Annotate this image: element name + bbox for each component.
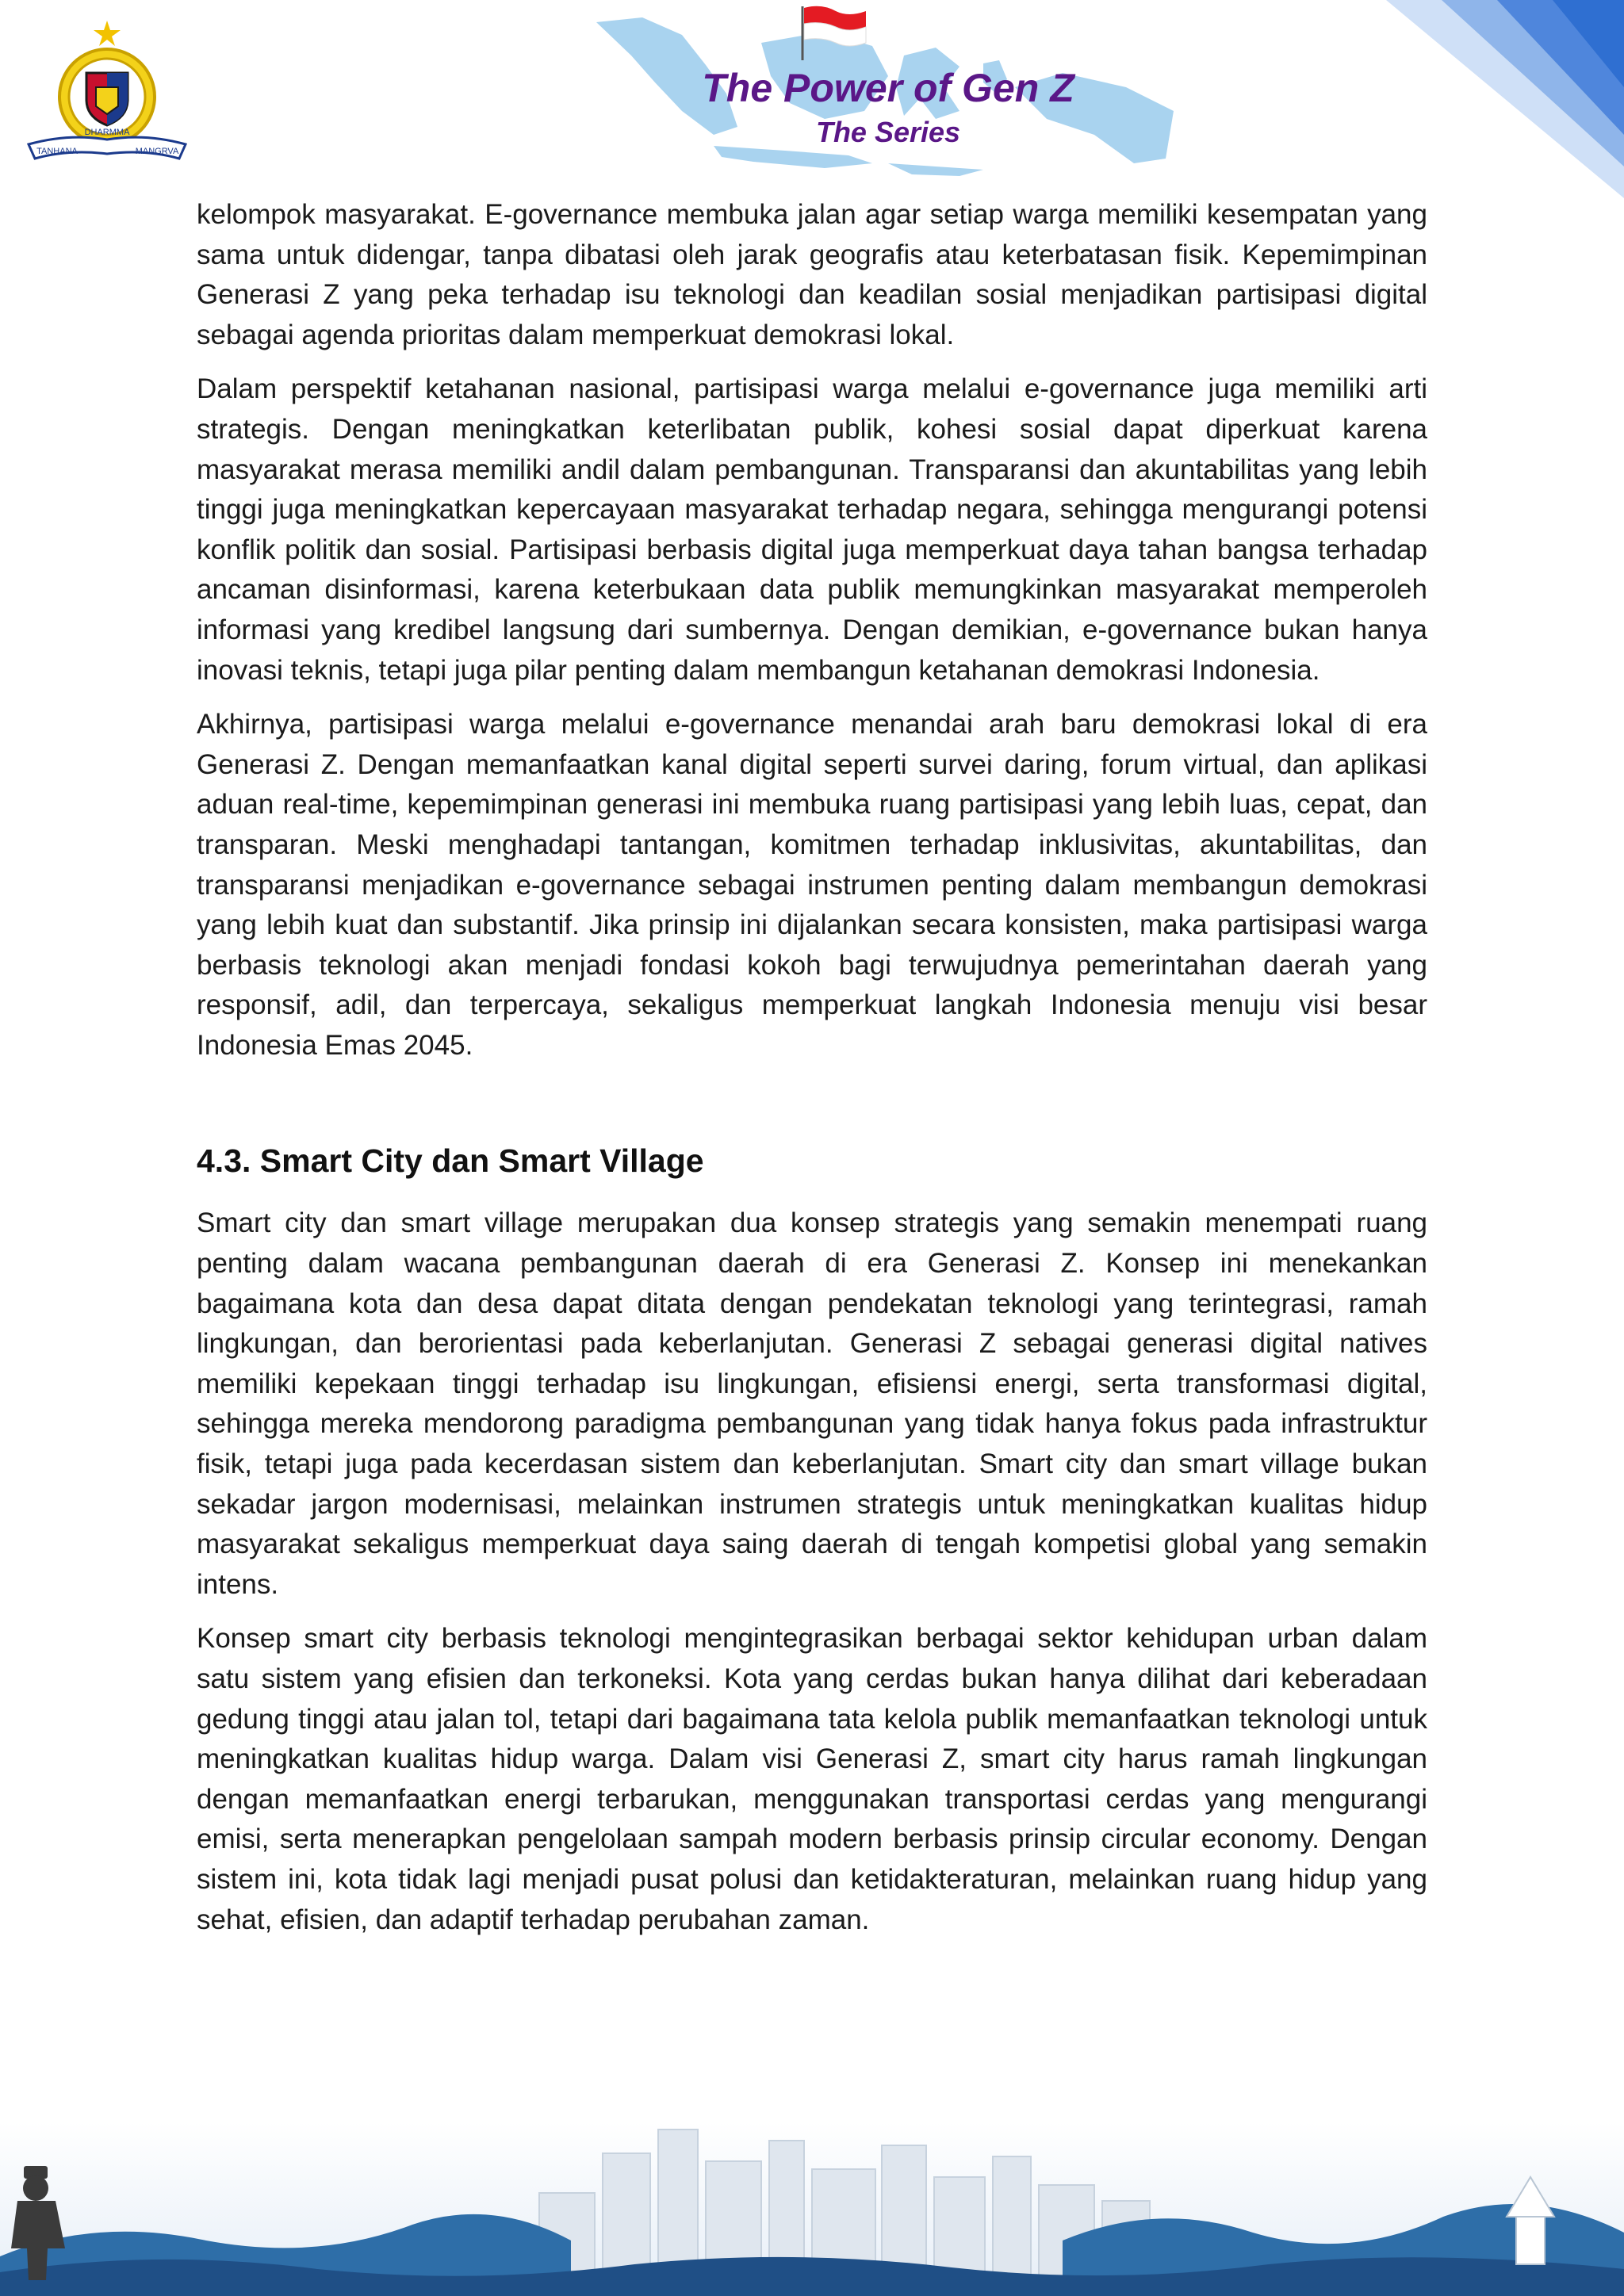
paragraph: kelompok masyarakat. E-governance membuka jalan agar setiap warga memiliki kesempatan yang sama untuk didengar, tanpa dibatasi oleh jarak geografis atau keterbatasan fisik. Kepemimpinan Generasi Z yang peka terhadap isu teknologi dan keadilan sosial menjadikan partisipasi digital sebagai agenda prioritas dalam memperkuat demokrasi lokal.	[197, 199, 1427, 350]
ribbon-text-left: TANHANA	[36, 147, 78, 156]
emblem-logo	[21, 17, 193, 168]
ribbon-text-center: DHARMMA	[84, 128, 130, 137]
page-header	[0, 0, 1624, 198]
paragraph: Smart city dan smart village merupakan dua konsep strategis yang semakin menempati ruang penting dalam wacana pembangunan daerah di era Generasi Z. Konsep ini menekankan bagaimana kota dan desa dapat ditata dengan pendekatan teknologi yang terintegrasi, ramah lingkungan, dan berorientasi pada keberlanjutan. Generasi Z sebagai generasi digital natives memiliki kepekaan tinggi terhadap isu lingkungan, efisiensi energi, serta transformasi digital, sehingga mereka mendorong paradigma pembangunan yang tidak hanya fokus pada infrastruktur fisik, tetapi juga pada kecerdasan sistem dan keberlanjutan. Smart city dan smart village bukan sekadar jargon modernisasi, melainkan instrumen strategis untuk meningkatkan kualitas hidup masyarakat sekaligus memperkuat daya saing daerah di tengah kompetisi global yang semakin intens.	[197, 1207, 1427, 1600]
ribbon-text-right: MANGRVA	[135, 147, 179, 156]
series-title: The Power of Gen Z	[702, 66, 1074, 110]
footer-skyline-illustration	[0, 2122, 1624, 2296]
paragraph: Konsep smart city berbasis teknologi mengintegrasikan berbagai sektor kehidupan urban dalam satu sistem yang efisien dan terkoneksi. Kota yang cerdas bukan hanya dilihat dari keberadaan gedung tinggi atau jalan tol, tetapi dari bagaimana tata kelola publik memanfaatkan teknologi untuk meningkatkan kualitas hidup warga. Dalam visi Generasi Z, smart city harus ramah lingkungan dengan memanfaatkan energi terbarukan, menggunakan transportasi cerdas yang mengurangi emisi, serta menerapkan pengelolaan sampah modern berbasis prinsip circular economy. Dengan sistem ini, kota tidak lagi menjadi pusat polusi dan ketidakteraturan, melainkan ruang hidup yang sehat, efisien, dan adaptif terhadap perubahan zaman.	[197, 1623, 1427, 1935]
section-heading: 4.3. Smart City dan Smart Village	[197, 1142, 704, 1180]
paragraph: Akhirnya, partisipasi warga melalui e-governance menandai arah baru demokrasi lokal di era Generasi Z. Dengan memanfaatkan kanal digital seperti survei daring, forum virtual, dan aplikasi aduan real-time, kepemimpinan generasi ini membuka ruang partisipasi yang lebih luas, cepat, dan transparan. Meski menghadapi tantangan, komitmen terhadap inklusivitas, akuntabilitas, dan transparansi menjadikan e-governance sebagai instrumen penting dalam membangun demokrasi yang lebih kuat dan substantif. Jika prinsip ini dijalankan secara konsisten, maka partisipasi warga berbasis teknologi akan menjadi fondasi kokoh bagi terwujudnya pemerintahan daerah yang responsif, adil, dan terpercaya, sekaligus memperkuat langkah Indonesia menuju visi besar Indonesia Emas 2045.	[197, 709, 1427, 1061]
indonesia-map-banner	[587, 0, 1189, 198]
series-subtitle: The Series	[815, 116, 961, 148]
paragraph: Dalam perspektif ketahanan nasional, partisipasi warga melalui e-governance juga memiliki arti strategis. Dengan meningkatkan keterlibatan publik, kohesi sosial dapat diperkuat karena masyarakat merasa memiliki andil dalam pembangunan. Transparansi dan akuntabilitas yang lebih tinggi juga meningkatkan kepercayaan masyarakat terhadap negara, sehingga mengurangi potensi konflik politik dan sosial. Partisipasi berbasis digital juga memperkuat daya tahan bangsa terhadap ancaman disinformasi, karena keterbukaan data publik memungkinkan masyarakat memperoleh informasi yang kredibel langsung dari sumbernya. Dengan demikian, e-governance bukan hanya inovasi teknis, tetapi juga pilar penting dalam membangun ketahanan demokrasi Indonesia.	[197, 373, 1427, 686]
article-body	[197, 195, 1427, 1940]
corner-decoration	[1291, 0, 1624, 198]
